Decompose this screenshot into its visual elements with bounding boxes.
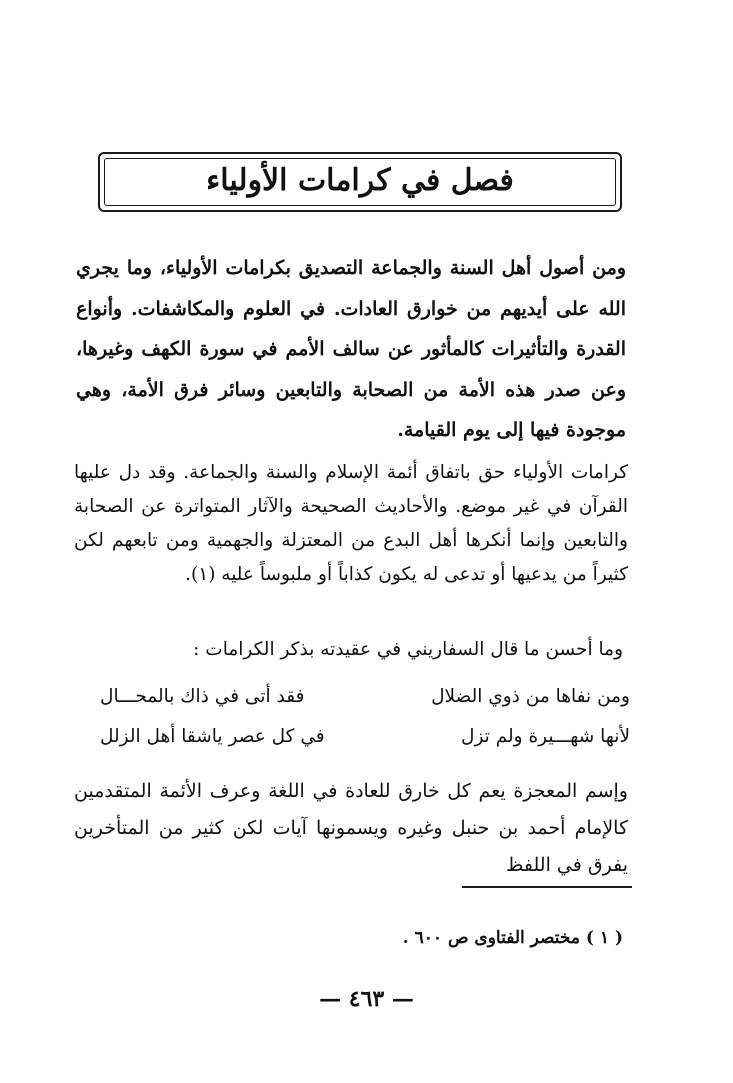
verse-line-1 bbox=[100, 686, 630, 718]
verse-introduction: وما أحسن ما قال السفاريني في عقيدته بذكر الكرامات : bbox=[193, 639, 623, 660]
verse-1-second-hemistich: فقد أتى في ذاك بالمحـــال bbox=[100, 686, 305, 707]
paragraph-3: وإسم المعجزة يعم كل خارق للعادة في اللغة وعرف الأئمة المتقدمين كالإمام أحمد بن حنبل وغيره ويسمونها آيات لكن كثير من المتأخرين يفرق في اللفظ bbox=[74, 780, 628, 876]
paragraph-2: كرامات الأولياء حق باتفاق أئمة الإسلام والسنة والجماعة. وقد دل عليها القرآن في غير موضع. والأحاديث الصحيحة والآثار المتواترة عن الصحابة والتابعين وإنما أنكرها أهل البدع من المعتزلة والجهمية ومن تابعهم لكن كثيراً من يدعيها أو تدعى له يكون كذاباً أو ملبوساً عليه (١). bbox=[74, 462, 628, 585]
chapter-title-box bbox=[98, 152, 622, 212]
chapter-title: فصل في كرامات الأولياء bbox=[206, 163, 514, 198]
footnote: ( ١ ) مختصر الفتاوى ص ٦٠٠ . bbox=[402, 928, 623, 948]
verse-2-second-hemistich: في كل عصر ياشقا أهل الزلل bbox=[100, 726, 325, 747]
verse-1-first-hemistich: ومن نفاها من ذوي الضلال bbox=[431, 686, 630, 707]
footnote-separator bbox=[462, 886, 632, 888]
verse-2-first-hemistich: لأنها شهـــيرة ولم تزل bbox=[461, 726, 630, 747]
paragraph-1: ومن أصول أهل السنة والجماعة التصديق بكرامات الأولياء، وما يجري الله على أيديهم من خوارق العادات. في العلوم والمكاشفات. وأنواع القدرة والتأثيرات كالمأثور عن سالف الأمم في سورة الكهف وغيرها، وعن صدر هذه الأمة من الصحابة والتابعين وسائر فرق الأمة، وهي موجودة فيها إلى يوم القيامة. bbox=[76, 257, 626, 441]
page-number: — ٤٦٣ — bbox=[319, 986, 414, 1012]
verse-line-2 bbox=[100, 726, 630, 758]
